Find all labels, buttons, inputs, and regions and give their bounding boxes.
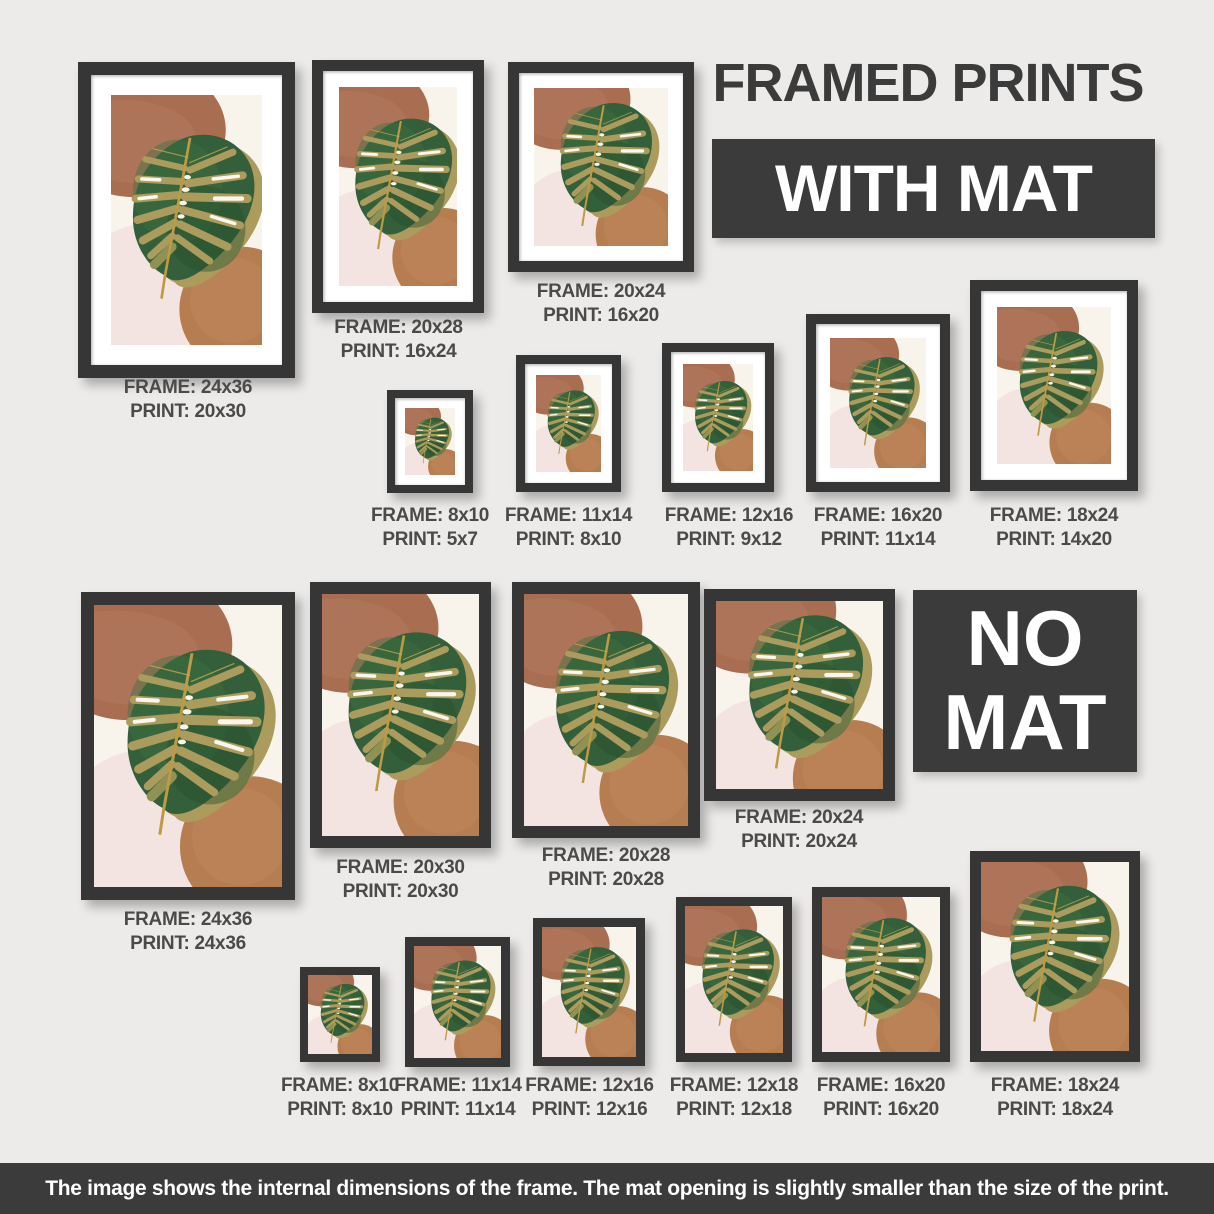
- print-size-text: PRINT: 16x24: [340, 341, 457, 362]
- print-size-text: PRINT: 12x18: [676, 1099, 792, 1120]
- label-no-mat-12x16: [520, 1074, 659, 1122]
- frame-with-mat-20x24: [508, 62, 694, 272]
- print-size-text: PRINT: 16x20: [543, 305, 659, 326]
- frame-no-mat-24x36: [81, 592, 295, 900]
- frame-size-text: FRAME: 8x10: [370, 505, 490, 526]
- label-with-mat-8x10: [352, 504, 508, 552]
- monstera-artwork: [94, 605, 282, 887]
- mat-board: [395, 398, 465, 485]
- mat-board: [91, 75, 282, 365]
- frame-opening: [94, 605, 282, 887]
- frame-size-text: FRAME: 20x30: [336, 857, 465, 878]
- label-no-mat-12x18: [662, 1074, 806, 1122]
- print-size-text: PRINT: 8x10: [287, 1099, 393, 1120]
- frame-size-text: FRAME: 24x36: [123, 909, 253, 930]
- label-no-mat-11x14: [388, 1074, 528, 1122]
- frame-with-mat-16x20: [806, 314, 950, 492]
- print-size-text: PRINT: 5x7: [382, 529, 478, 550]
- frame-size-text: FRAME: 12x16: [664, 505, 794, 526]
- print-size-text: PRINT: 20x24: [741, 831, 857, 852]
- frame-no-mat-12x18: [676, 897, 792, 1062]
- print-size-text: PRINT: 18x24: [997, 1099, 1113, 1120]
- frame-size-text: FRAME: 18x24: [989, 505, 1119, 526]
- label-no-mat-18x24: [962, 1074, 1148, 1122]
- monstera-artwork: [308, 975, 372, 1054]
- frame-size-text: FRAME: 8x10: [280, 1075, 400, 1096]
- frame-size-text: FRAME: 11x14: [504, 505, 633, 526]
- mat-board: [671, 352, 765, 483]
- print-size-text: PRINT: 24x36: [130, 933, 246, 954]
- label-with-mat-18x24: [962, 504, 1146, 552]
- frame-with-mat-20x28: [312, 60, 484, 313]
- monstera-artwork: [414, 946, 501, 1058]
- label-with-mat-24x36: [58, 376, 318, 424]
- frame-with-mat-8x10: [387, 390, 473, 493]
- monstera-artwork: [339, 87, 457, 286]
- label-with-mat-20x24: [496, 280, 706, 328]
- label-no-mat-20x30: [294, 856, 507, 904]
- no-mat-badge-line1: NO: [966, 594, 1084, 682]
- monstera-artwork: [534, 88, 668, 246]
- mat-board: [519, 73, 683, 261]
- frame-no-mat-18x24: [970, 851, 1140, 1062]
- frame-no-mat-8x10: [300, 967, 380, 1062]
- frame-no-mat-20x24: [704, 589, 895, 801]
- frame-size-text: FRAME: 20x28: [541, 845, 671, 866]
- frame-opening: [981, 862, 1129, 1051]
- frame-no-mat-16x20: [812, 887, 950, 1062]
- print-size-text: PRINT: 14x20: [996, 529, 1112, 550]
- footer-note-bar: [0, 1163, 1214, 1214]
- monstera-artwork: [716, 601, 883, 789]
- monstera-artwork: [542, 927, 636, 1057]
- page-title: FRAMED PRINTS: [712, 53, 1144, 113]
- frame-opening: [685, 906, 783, 1053]
- label-with-mat-12x16: [654, 504, 804, 552]
- frame-opening: [524, 594, 688, 826]
- frame-with-mat-11x14: [516, 355, 621, 492]
- mat-board: [323, 71, 473, 302]
- print-size-text: PRINT: 8x10: [515, 529, 622, 550]
- monstera-artwork: [322, 594, 479, 836]
- frame-size-text: FRAME: 20x24: [734, 807, 864, 828]
- footer-note-text: The image shows the internal dimensions of the frame. The mat opening is slightly smaller than the size of the print.: [45, 1177, 1169, 1200]
- print-size-text: PRINT: 9x12: [676, 529, 782, 550]
- frame-opening: [542, 927, 636, 1057]
- frame-size-text: FRAME: 12x18: [669, 1075, 799, 1096]
- print-size-text: PRINT: 20x28: [548, 869, 664, 890]
- label-with-mat-20x28: [296, 316, 501, 364]
- no-mat-badge: [913, 590, 1137, 772]
- frame-with-mat-18x24: [970, 280, 1138, 491]
- monstera-artwork: [536, 375, 601, 472]
- monstera-artwork: [830, 338, 926, 468]
- frame-size-text: FRAME: 24x36: [123, 377, 253, 398]
- monstera-artwork: [111, 95, 262, 345]
- print-size-text: PRINT: 16x20: [823, 1099, 939, 1120]
- label-no-mat-20x28: [498, 844, 714, 892]
- monstera-artwork: [524, 594, 688, 826]
- frame-no-mat-12x16: [533, 918, 645, 1066]
- print-size-text: PRINT: 12x16: [531, 1099, 648, 1120]
- monstera-artwork: [981, 862, 1129, 1051]
- label-with-mat-16x20: [798, 504, 958, 552]
- frame-opening: [716, 601, 883, 789]
- frame-opening: [822, 897, 940, 1052]
- print-size-text: PRINT: 20x30: [130, 401, 246, 422]
- label-no-mat-24x36: [62, 908, 314, 956]
- mat-board: [525, 364, 612, 483]
- print-size-text: PRINT: 11x14: [400, 1099, 516, 1120]
- frame-opening: [322, 594, 479, 836]
- mat-board: [981, 291, 1127, 480]
- frame-size-text: FRAME: 12x16: [525, 1075, 654, 1096]
- frame-size-text: FRAME: 18x24: [990, 1075, 1120, 1096]
- with-mat-badge: WITH MAT: [712, 139, 1155, 238]
- monstera-artwork: [997, 307, 1111, 464]
- no-mat-badge-line2: MAT: [943, 678, 1107, 766]
- frame-no-mat-11x14: [405, 937, 510, 1067]
- monstera-artwork: [822, 897, 940, 1052]
- frame-opening: [414, 946, 501, 1058]
- frame-size-text: FRAME: 16x20: [813, 505, 943, 526]
- frame-size-text: FRAME: 20x24: [536, 281, 666, 302]
- frame-no-mat-20x30: [310, 582, 491, 848]
- print-size-text: PRINT: 20x30: [342, 881, 459, 902]
- frame-size-text: FRAME: 20x28: [334, 317, 463, 338]
- monstera-artwork: [405, 408, 455, 475]
- frame-with-mat-24x36: [78, 62, 295, 378]
- label-no-mat-16x20: [797, 1074, 965, 1122]
- print-size-text: PRINT: 11x14: [820, 529, 936, 550]
- label-no-mat-20x24: [688, 806, 910, 854]
- frame-no-mat-20x28: [512, 582, 700, 838]
- monstera-artwork: [683, 364, 753, 471]
- label-with-mat-11x14: [490, 504, 647, 552]
- frame-opening: [308, 975, 372, 1054]
- monstera-artwork: [685, 906, 783, 1053]
- frame-size-text: FRAME: 16x20: [816, 1075, 946, 1096]
- mat-board: [816, 324, 940, 482]
- frame-size-text: FRAME: 11x14: [394, 1075, 522, 1096]
- frame-with-mat-12x16: [662, 343, 774, 492]
